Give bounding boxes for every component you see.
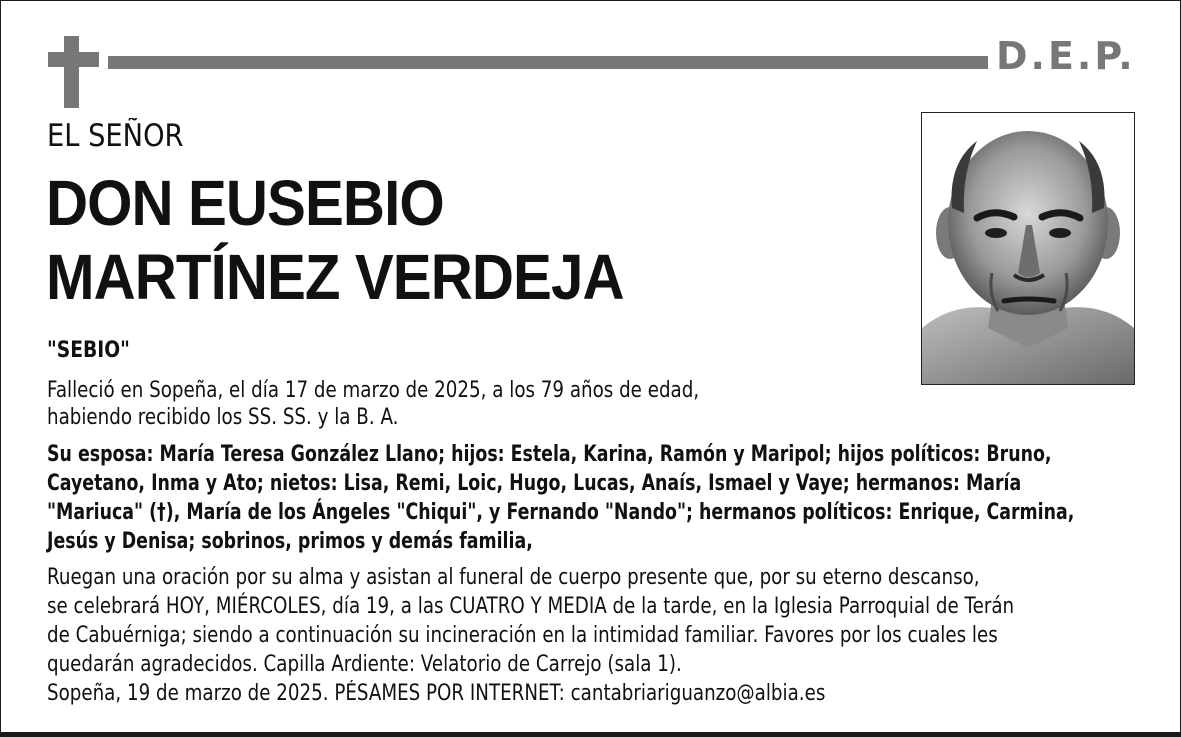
funeral-line: quedarán agradecidos. Capilla Ardiente: Velatorio de Carrejo (sala 1). [47, 652, 682, 677]
funeral-line: Ruegan una oración por su alma y asistan al funeral de cuerpo presente que, por su eterno descanso, [47, 565, 980, 590]
header-rule [108, 56, 988, 69]
portrait-photo [921, 112, 1135, 385]
cross-icon-vertical [64, 36, 79, 108]
nickname: "SEBIO" [47, 338, 130, 363]
family-line: Cayetano, Inma y Ato; nietos: Lisa, Remi, Loic, Hugo, Lucas, Anaís, Ismael y Vaye; hermanos: María [47, 471, 1022, 496]
footer-line: Sopeña, 19 de marzo de 2025. PÉSAMES POR INTERNET: cantabriariguanzo@albia.es [47, 681, 826, 706]
family-line: Su esposa: María Teresa González Llano; hijos: Estela, Karina, Ramón y Maripol; hijos políticos: Bruno, [47, 442, 1052, 467]
death-line: habiendo recibido los SS. SS. y la B. A. [47, 405, 399, 430]
death-paragraph [47, 377, 699, 431]
funeral-paragraph [47, 563, 1014, 679]
portrait-icon [922, 113, 1134, 384]
funeral-line: se celebrará HOY, MIÉRCOLES, día 19, a las CUATRO Y MEDIA de la tarde, en la Iglesia Parroquial de Terán [47, 594, 1015, 619]
title-prefix: EL SEÑOR [47, 118, 184, 154]
name-line-1: DON EUSEBIO [46, 167, 444, 239]
name-line-2: MARTÍNEZ VERDEJA [46, 241, 624, 313]
cross-icon-horizontal [48, 52, 99, 67]
deceased-name [46, 166, 624, 314]
family-line: Jesús y Denisa; sobrinos, primos y demás familia, [47, 529, 533, 554]
family-paragraph [47, 440, 1074, 556]
family-line: "Mariuca" (†), María de los Ángeles "Chiqui", y Fernando "Nando"; hermanos políticos: Enrique, Carmina, [47, 500, 1075, 525]
dep-label: D.E.P. [996, 34, 1136, 78]
death-line: Falleció en Sopeña, el día 17 de marzo de 2025, a los 79 años de edad, [47, 378, 700, 403]
funeral-line: de Cabuérniga; siendo a continuación su incineración en la intimidad familiar. Favores por los cuales les [47, 623, 998, 648]
